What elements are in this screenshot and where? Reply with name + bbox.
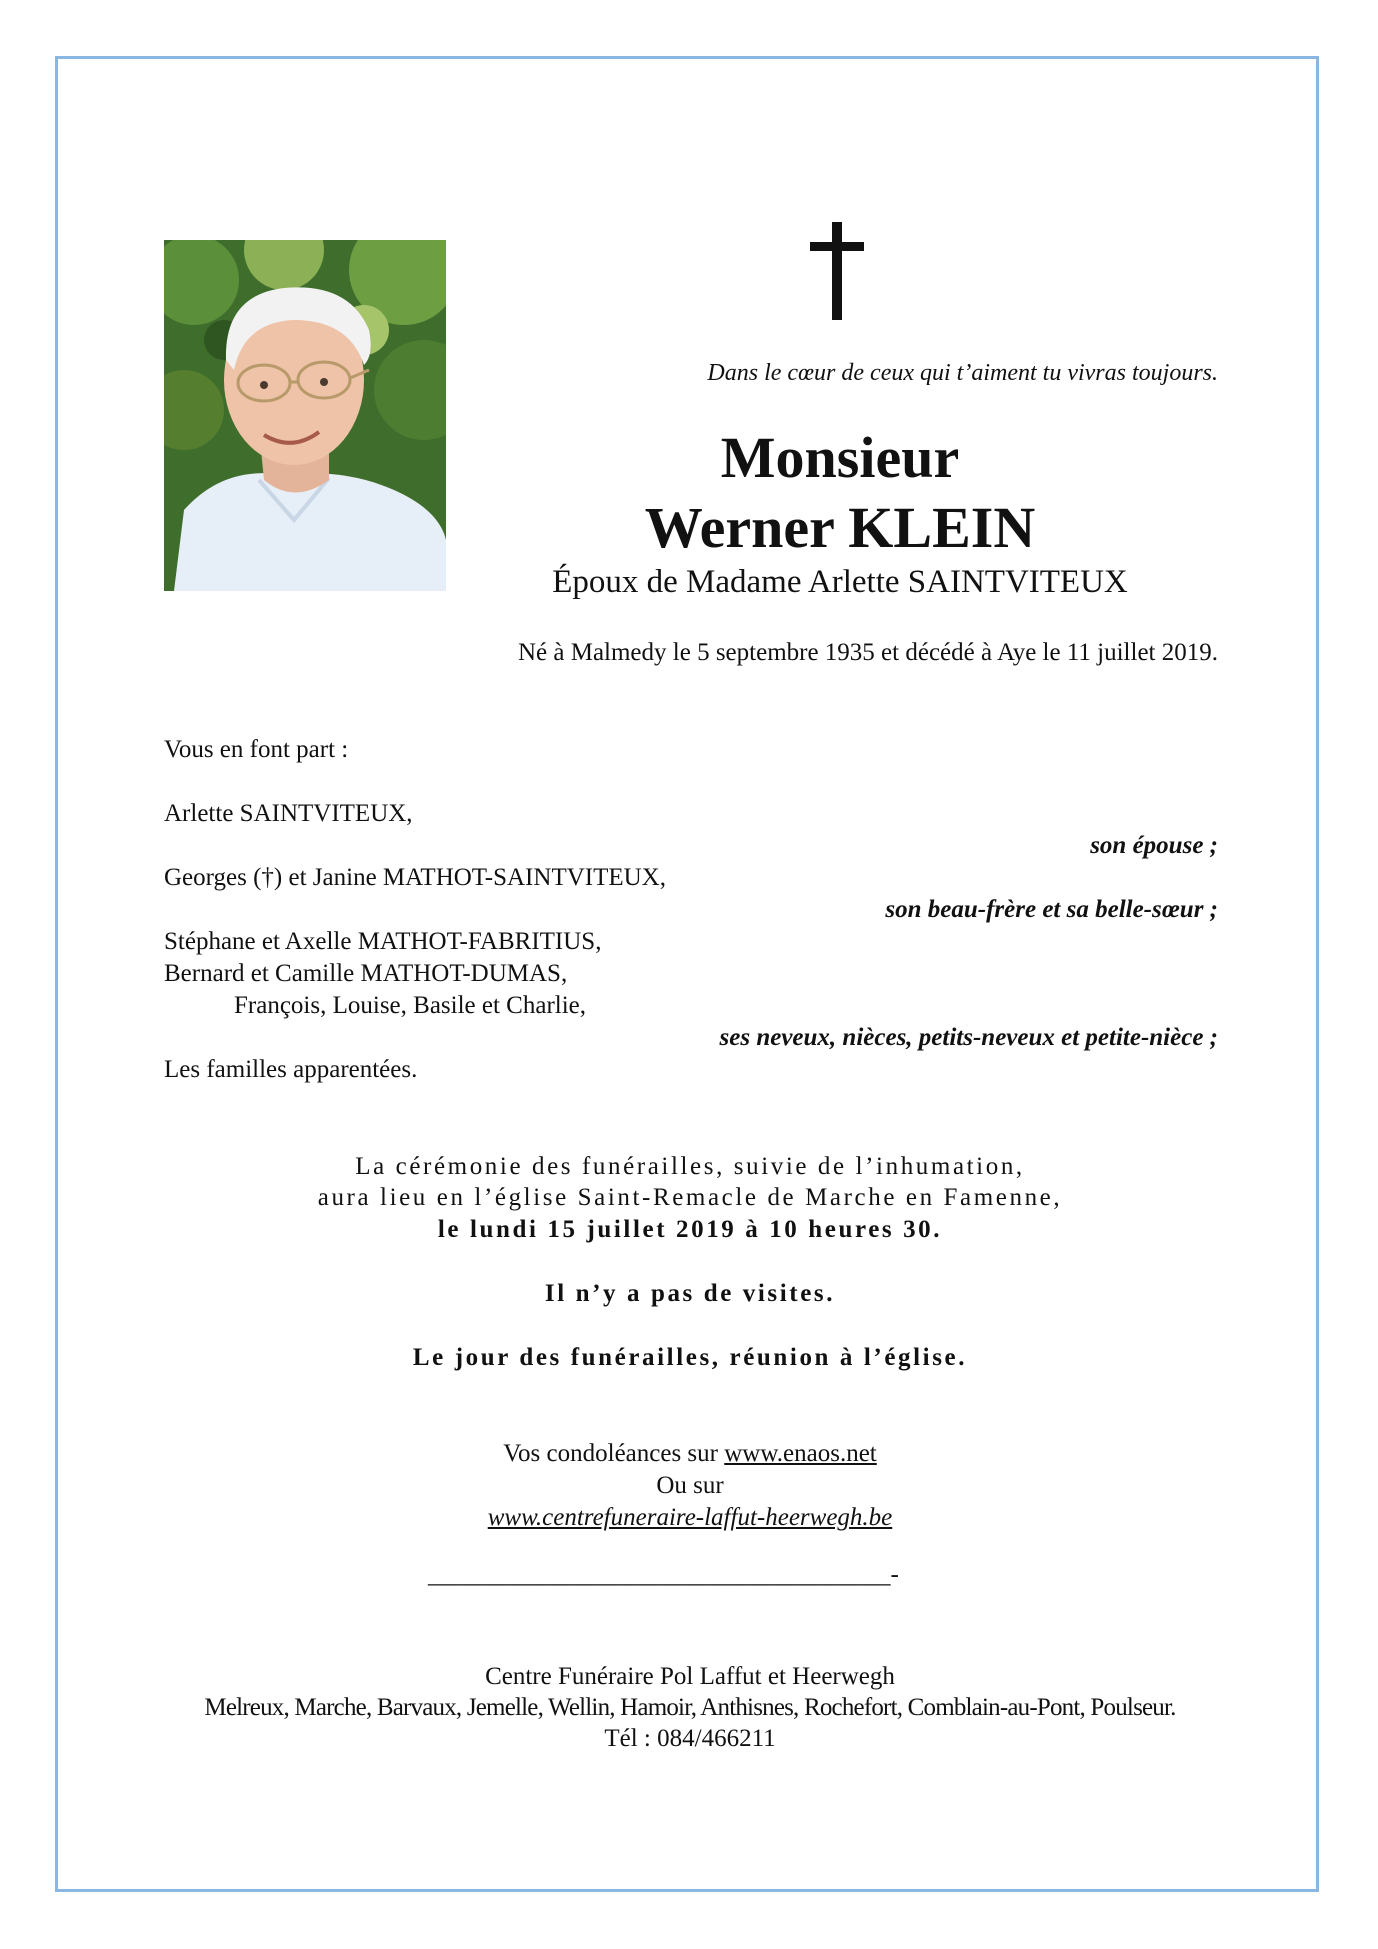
deceased-name: Werner KLEIN [644,495,1036,560]
portrait-illustration [164,240,446,591]
funeral-home-locations: Melreux, Marche, Barvaux, Jemelle, Wellin, Hamoir, Anthisnes, Rochefort, Comblain-au-Pont, Poulseur. [204,1694,1176,1721]
condolences-line [150,1438,1230,1470]
portrait-photo [164,240,446,591]
ceremony-line-1: La cérémonie des funérailles, suivie de l’inhumation, [355,1153,1025,1180]
memorial-quote: Dans le cœur de ceux qui t’aiment tu vivras toujours. [707,360,1218,386]
enaos-link[interactable]: www.enaos.net [724,1440,877,1467]
funeral-home-phone: Tél : 084/466211 [604,1725,776,1752]
birth-death-line: Né à Malmedy le 5 septembre 1935 et décédé à Aye le 11 juillet 2019. [517,639,1218,666]
family-role-nephews: ses neveux, nièces, petits-neveux et petite-nièce ; [719,1024,1218,1051]
funeral-center-link[interactable]: www.centrefuneraire-laffut-heerwegh.be [487,1504,893,1531]
family-member-nephew-2: Bernard et Camille MATHOT-DUMAS, [164,960,568,987]
family-role-inlaws: son beau-frère et sa belle-sœur ; [885,896,1218,923]
ceremony-datetime: le lundi 15 juillet 2019 à 10 heures 30. [437,1216,943,1243]
spouse-line: Époux de Madame Arlette SAINTVITEUX [552,564,1128,600]
family-related: Les familles apparentées. [164,1056,418,1083]
funeral-home-name: Centre Funéraire Pol Laffut et Heerwegh [485,1663,895,1690]
separator-line: _____________________________________- [428,1561,899,1588]
condolences-link-line [150,1502,1230,1534]
condolences-prefix: Vos condoléances sur [503,1440,725,1467]
family-member-nephew-1: Stéphane et Axelle MATHOT-FABRITIUS, [164,928,602,955]
title-honorific: Monsieur [720,425,960,490]
ceremony-line-2: aura lieu en l’église Saint-Remacle de Marche en Famenne, [317,1184,1063,1211]
family-member-inlaws: Georges (†) et Janine MATHOT-SAINTVITEUX, [164,864,666,891]
family-member-wife: Arlette SAINTVITEUX, [164,800,413,827]
family-member-grandnephews: François, Louise, Basile et Charlie, [234,992,587,1019]
meeting-notice: Le jour des funérailles, réunion à l’église. [412,1344,968,1371]
announcement-intro: Vous en font part : [164,736,349,763]
no-visits-notice: Il n’y a pas de visites. [544,1280,836,1307]
condolences-or: Ou sur [656,1472,724,1499]
latin-cross-icon [810,222,864,320]
family-role-wife: son épouse ; [1090,832,1218,859]
